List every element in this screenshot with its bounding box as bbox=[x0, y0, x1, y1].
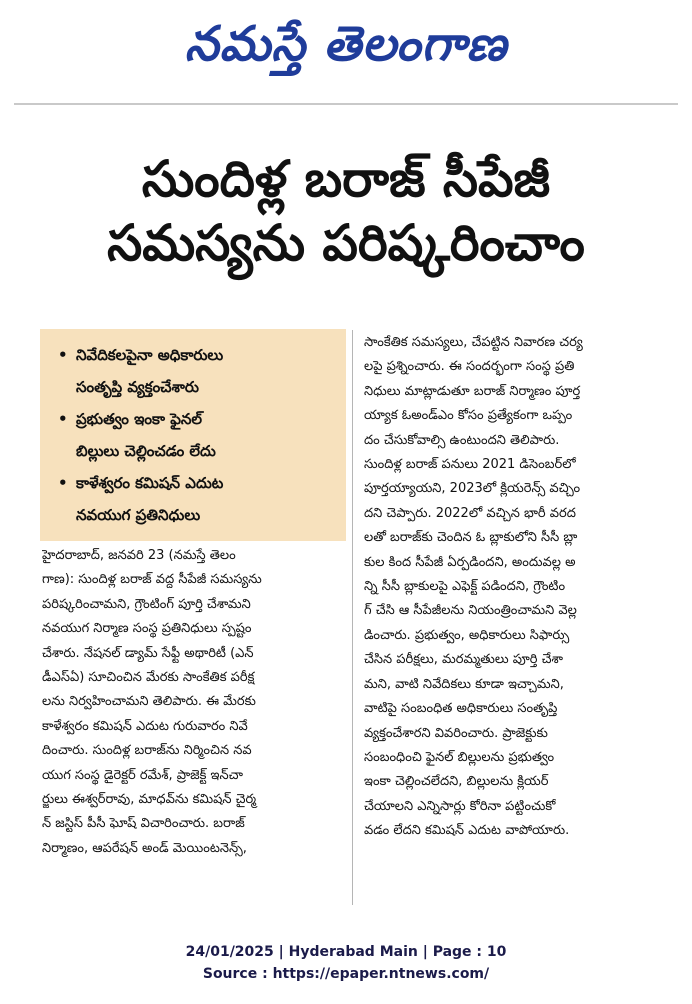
footer-edition-info: 24/01/2025 | Hyderabad Main | Page : 10 bbox=[185, 944, 507, 960]
article-line: పరిష్కరించామని, గ్రౌంటింగ్ పూర్తి చేశామని bbox=[42, 596, 251, 612]
masthead-divider bbox=[14, 103, 678, 105]
article-line: నిధులు మాట్లాడుతూ బరాజ్ నిర్మాణం పూర్త bbox=[364, 383, 581, 399]
article-line: వాటిపై సంబంధిత అధికారులు సంతృప్తి bbox=[364, 701, 558, 717]
article-line: లపై ప్రశ్నించారు. ఈ సందర్భంగా సంస్థ ప్రతి bbox=[364, 359, 575, 375]
highlight-item bbox=[58, 467, 336, 531]
highlight-line: ప్రభుత్వం ఇంకా ఫైనల్ bbox=[76, 410, 203, 428]
article-line: వ్యక్తంచేశారని వివరించారు. ప్రాజెక్టుకు bbox=[364, 725, 548, 741]
article-line: చేశారు. నేషనల్ డ్యామ్ సేఫ్టీ అథారిటీ (ఎన్ bbox=[42, 645, 254, 661]
article-line: పూర్తయ్యాయని, 2023లో క్లియరెన్స్ వచ్చిం bbox=[364, 481, 581, 497]
highlight-line: బిల్లులు చెల్లించడం లేదు bbox=[76, 442, 216, 460]
newspaper-logo: నమస్తే తెలంగాణ bbox=[184, 16, 508, 72]
article-line: యుగ సంస్థ డైరెక్టర్ రమేశ్, ప్రాజెక్ట్ ఇన్‌చా bbox=[42, 767, 243, 783]
bullet-icon: • bbox=[58, 474, 68, 492]
article-line: నవయుగ నిర్మాణ సంస్థ ప్రతినిధులు స్పష్టం bbox=[42, 621, 252, 637]
highlights-box bbox=[40, 329, 346, 541]
article-line: డించారు. ప్రభుత్వం, అధికారులు సిఫార్సు bbox=[364, 627, 570, 643]
article-line: సాంకేతిక సమస్యలు, చేపట్టిన నివారణ చర్య bbox=[364, 335, 583, 350]
article-column-left bbox=[42, 544, 344, 861]
article-line: లను నిర్వహించామని తెలిపారు. ఈ మేరకు bbox=[42, 694, 256, 710]
article-line: కాళేశ్వరం కమిషన్ ఎదుట గురువారం నివే bbox=[42, 718, 248, 734]
highlights-list bbox=[58, 339, 336, 531]
article-line: లతో బరాజ్‌కు చెందిన ఓ బ్లాకులోని సీసీ బ్లా bbox=[364, 530, 578, 546]
article-line: ఇంకా చెల్లించలేదని, బిల్లులను క్లియర్ bbox=[364, 774, 549, 790]
article-line: ర్జులు ఈశ్వర్‌రావు, మాధవ్‌ను కమిషన్ చైర్మ bbox=[42, 792, 257, 808]
bullet-icon: • bbox=[58, 346, 68, 364]
article-line: దం చేసుకోవాల్సి ఉంటుందని తెలిపారు. bbox=[364, 432, 560, 448]
article-line: సంబంధించి ఫైనల్ బిల్లులను ప్రభుత్వం bbox=[364, 749, 555, 765]
article-line: గ్ చేసి ఆ సీపేజీలను నియంత్రించామని వెల్ల bbox=[364, 603, 577, 619]
article-line: య్యాక ఓఅండ్ఎం కోసం ప్రత్యేకంగా ఒప్పం bbox=[364, 408, 573, 424]
highlight-line: కాళేశ్వరం కమిషన్ ఎదుట bbox=[76, 474, 224, 492]
article-line: దించారు. సుందిళ్ల బరాజ్‌ను నిర్మించిన నవ bbox=[42, 743, 252, 759]
article-line: మని, వాటి నివేదికలు కూడా ఇచ్చామని, bbox=[364, 676, 564, 692]
masthead bbox=[0, 0, 692, 100]
article-line: డీఎస్ఏ) సూచించిన మేరకు సాంకేతిక పరీక్ష bbox=[42, 670, 255, 686]
highlight-line: నివేదికలపైనా అధికారులు bbox=[76, 346, 224, 364]
article-line: న్ని సీసీ బ్లాకులపై ఎఫెక్ట్ పడిందని, గ్రౌంటిం bbox=[364, 579, 566, 595]
article-line: హైదరాబాద్, జనవరి 23 (నమస్తే తెలం bbox=[42, 548, 236, 563]
article-line: వడం లేదని కమిషన్ ఎదుట వాపోయారు. bbox=[364, 823, 570, 839]
headline-line-2: సమస్యను పరిష్కరించాం bbox=[107, 214, 585, 272]
article-line: సుందిళ్ల బరాజ్ పనులు 2021 డిసెంబర్‌లో bbox=[364, 457, 576, 473]
article-line: చేయాలని ఎన్నిసార్లు కోరినా పట్టించుకో bbox=[364, 798, 556, 814]
article-line: కుల కింద సీపేజీ ఏర్పడిందని, అందువల్ల అ bbox=[364, 554, 576, 570]
article-line: న్ జస్టిస్ పీసీ ఘోష్ విచారించారు. బరాజ్ bbox=[42, 816, 245, 832]
article-line: చేసిన పరీక్షలు, మరమ్మతులు పూర్తి చేశా bbox=[364, 652, 563, 668]
highlight-item bbox=[58, 339, 336, 403]
article-column-right bbox=[364, 331, 674, 844]
highlight-line: నవయుగ ప్రతినిధులు bbox=[76, 506, 201, 524]
article-line: గాణ): సుందిళ్ల బరాజ్ వద్ద సీపేజీ సమస్యను bbox=[42, 572, 262, 588]
highlight-line: సంతృప్తి వ్యక్తంచేశారు bbox=[76, 378, 199, 396]
headline-line-1: సుందిళ్ల బరాజ్ సీపేజీ bbox=[141, 150, 551, 208]
highlight-item bbox=[58, 403, 336, 467]
bullet-icon: • bbox=[58, 410, 68, 428]
article-line: దని చెప్పారు. 2022లో వచ్చిన భారీ వరద bbox=[364, 505, 576, 521]
column-divider bbox=[352, 330, 353, 905]
footer-source: Source : https://epaper.ntnews.com/ bbox=[202, 966, 490, 982]
article-line: నిర్మాణం, ఆపరేషన్ అండ్ మెయింటనెన్స్, bbox=[42, 840, 247, 856]
